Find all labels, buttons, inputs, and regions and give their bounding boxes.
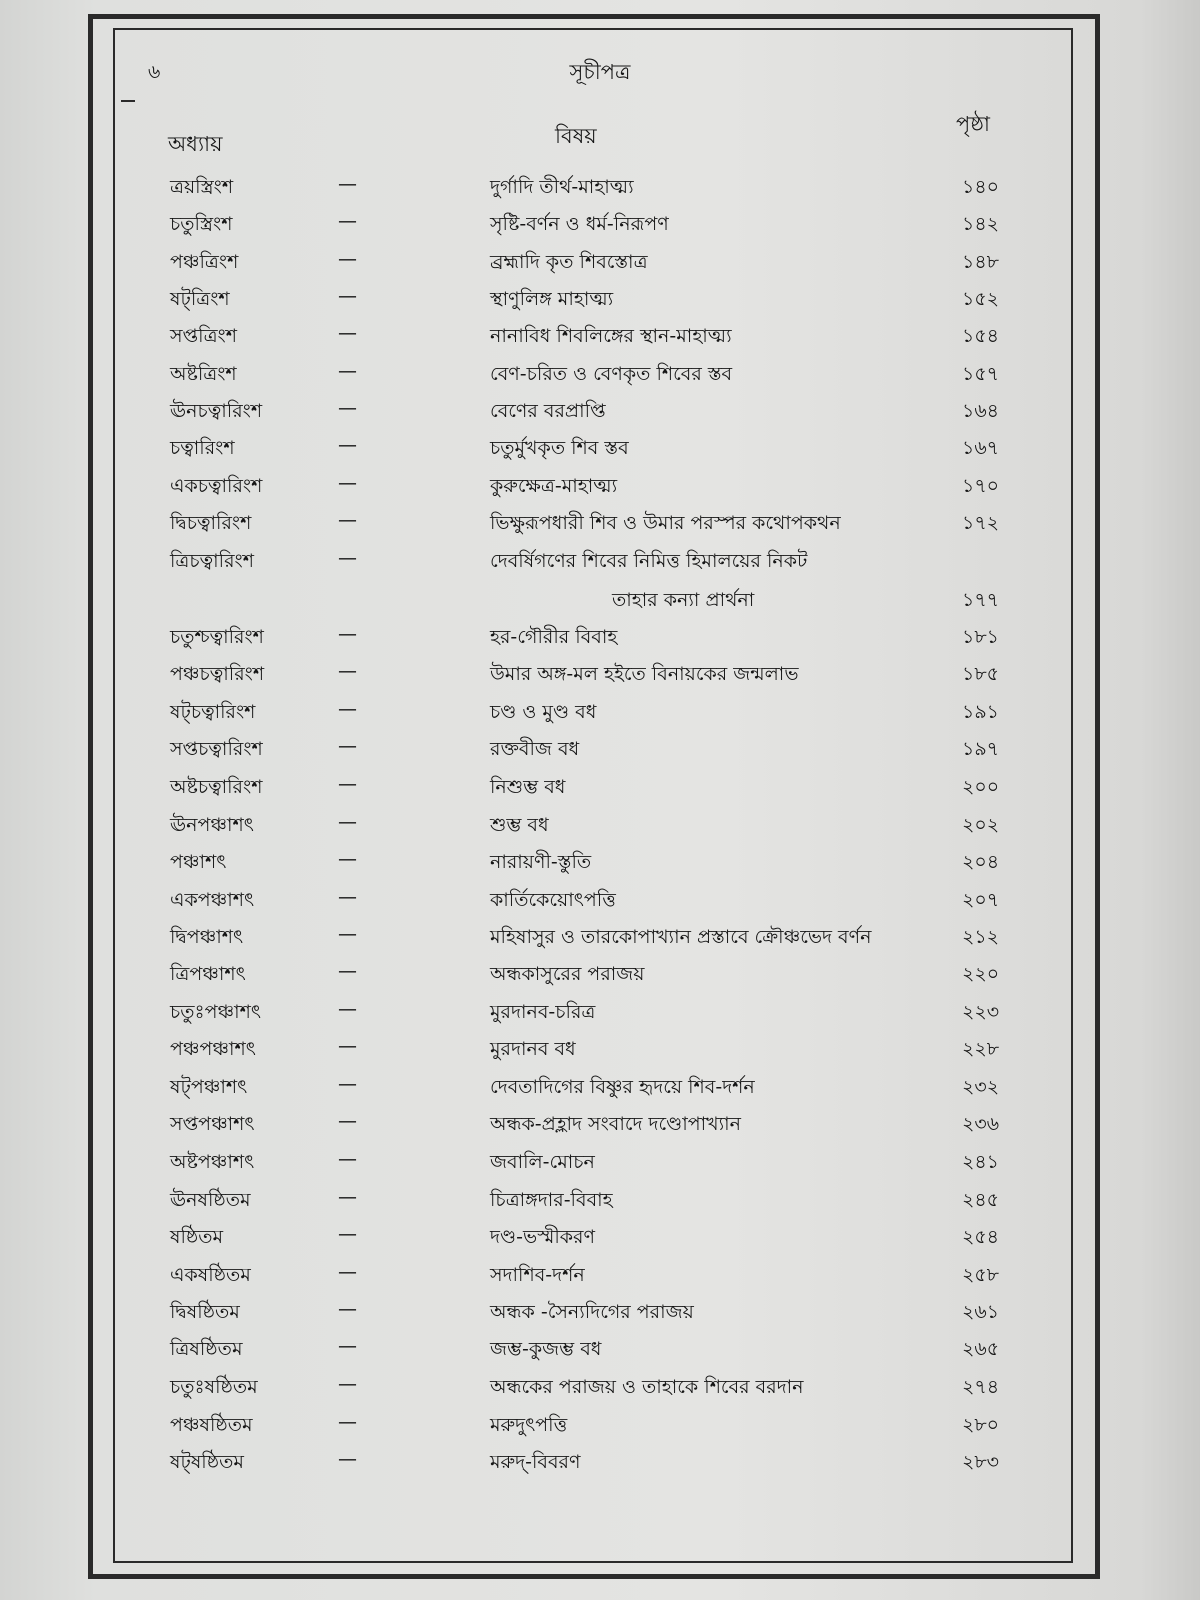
- dash-separator: —: [338, 173, 357, 195]
- page-ref: ১৯৭: [962, 738, 1000, 760]
- subject-title: কার্তিকেয়োৎপত্তি: [490, 889, 616, 911]
- subject-title: হর-গৌরীর বিবাহ: [490, 626, 618, 648]
- chapter-name: ষট্‌পঞ্চাশৎ: [170, 1076, 248, 1098]
- chapter-name: দ্বিপঞ্চাশৎ: [170, 926, 244, 948]
- page-ref: ২৩৬: [962, 1113, 1000, 1135]
- toc-row: [0, 923, 1200, 955]
- subject-title: তাহার কন্যা প্রার্থনা: [612, 589, 755, 611]
- column-header-page: পৃষ্ঠা: [956, 112, 991, 136]
- chapter-name: পঞ্চত্রিংশ: [170, 251, 239, 273]
- toc-row: [0, 811, 1200, 843]
- page-ref: ১৮১: [962, 626, 999, 648]
- page-ref: ২৮৩: [962, 1451, 1000, 1473]
- column-header-subject: বিষয়: [555, 124, 597, 148]
- subject-title: দণ্ড-ভস্মীকরণ: [490, 1226, 595, 1248]
- chapter-name: পঞ্চচত্বারিংশ: [170, 663, 265, 685]
- dash-separator: —: [338, 1261, 357, 1283]
- subject-title: ভিক্ষুরূপধারী শিব ও উমার পরস্পর কথোপকথন: [490, 512, 841, 534]
- chapter-name: একপঞ্চাশৎ: [170, 889, 255, 911]
- toc-row: [0, 1035, 1200, 1067]
- page-ref: ১৭০: [962, 475, 1000, 497]
- dash-separator: —: [338, 1298, 357, 1320]
- subject-title: বেণের বরপ্রাপ্তি: [490, 400, 606, 422]
- chapter-name: ত্রিপঞ্চাশৎ: [170, 963, 246, 985]
- dash-separator: —: [338, 285, 357, 307]
- toc-row: [0, 998, 1200, 1030]
- toc-row: [0, 472, 1200, 504]
- page-ref: ১৭২: [962, 512, 1000, 534]
- subject-title: অন্ধকের পরাজয় ও তাহাকে শিবের বরদান: [490, 1376, 804, 1398]
- chapter-name: ষষ্ঠিতম: [170, 1226, 224, 1248]
- toc-row: [0, 509, 1200, 541]
- chapter-name: একষষ্ঠিতম: [170, 1264, 251, 1286]
- page-ref: ২০২: [962, 814, 1000, 836]
- chapter-name: অষ্টত্রিংশ: [170, 363, 237, 385]
- dash-separator: —: [338, 698, 357, 720]
- page-ref: ১৪০: [962, 176, 1000, 198]
- chapter-name: চতুশ্চত্বারিংশ: [170, 626, 264, 648]
- dash-separator: —: [338, 623, 357, 645]
- dash-separator: —: [338, 735, 357, 757]
- subject-title: মহিষাসুর ও তারকোপাখ্যান প্রস্তাবে ক্রৌঞ্চভেদ বর্ণন: [490, 926, 872, 948]
- chapter-name: একচত্বারিংশ: [170, 475, 263, 497]
- subject-title: জম্ভ-কুজম্ভ বধ: [490, 1338, 602, 1360]
- toc-row: [0, 773, 1200, 805]
- toc-row: [0, 547, 1200, 579]
- page-title: সূচীপত্র: [569, 60, 631, 84]
- subject-title: সৃষ্টি-বর্ণন ও ধর্ম-নিরূপণ: [490, 213, 669, 235]
- chapter-name: ষট্‌ত্রিংশ: [170, 288, 230, 310]
- chapter-name: ত্রিচত্বারিংশ: [170, 550, 254, 572]
- toc-row: [0, 360, 1200, 392]
- dash-separator: —: [338, 886, 357, 908]
- toc-row: [0, 434, 1200, 466]
- dash-separator: —: [338, 472, 357, 494]
- subject-title: জবালি-মোচন: [490, 1151, 595, 1173]
- dash-separator: —: [338, 509, 357, 531]
- subject-title: অন্ধক-প্রহ্লাদ সংবাদে দণ্ডোপাখ্যান: [490, 1113, 742, 1135]
- page-ref: ২৬১: [962, 1301, 1000, 1323]
- dash-separator: —: [338, 1035, 357, 1057]
- dash-separator: —: [338, 1148, 357, 1170]
- subject-title: সদাশিব-দর্শন: [490, 1264, 585, 1286]
- page-ref: ২২৮: [962, 1038, 1000, 1060]
- chapter-name: চতুঃষষ্ঠিতম: [170, 1376, 258, 1398]
- subject-title: মুরদানব বধ: [490, 1038, 576, 1060]
- dash-separator: —: [338, 923, 357, 945]
- dash-separator: —: [338, 1448, 357, 1470]
- page-ref: ২৩২: [962, 1076, 1000, 1098]
- dash-separator: —: [338, 397, 357, 419]
- toc-row: [0, 1223, 1200, 1255]
- toc-row: [0, 397, 1200, 429]
- chapter-name: ষট্‌চত্বারিংশ: [170, 701, 256, 723]
- page-ref: ২২৩: [962, 1001, 1000, 1023]
- chapter-name: চতুঃপঞ্চাশৎ: [170, 1001, 262, 1023]
- toc-row: [0, 960, 1200, 992]
- subject-title: নানাবিধ শিবলিঙ্গের স্থান-মাহাত্ম্য: [490, 325, 732, 347]
- chapter-name: ত্রয়স্ত্রিংশ: [170, 176, 234, 198]
- chapter-name: পঞ্চাশৎ: [170, 851, 227, 873]
- toc-row: [0, 1148, 1200, 1180]
- page-ref: ১৬৪: [962, 400, 1000, 422]
- dash-separator: —: [338, 547, 357, 569]
- subject-title: স্থাণুলিঙ্গ মাহাত্ম্য: [490, 288, 614, 310]
- dash-separator: —: [338, 434, 357, 456]
- chapter-name: অষ্টপঞ্চাশৎ: [170, 1151, 255, 1173]
- page-ref: ২২০: [962, 963, 1000, 985]
- toc-row: [0, 1186, 1200, 1218]
- subject-title: শুম্ভ বধ: [490, 814, 549, 836]
- subject-title: উমার অঙ্গ-মল হইতে বিনায়কের জন্মলাভ: [490, 663, 799, 685]
- toc-row: [0, 1298, 1200, 1330]
- dash-separator: —: [338, 1110, 357, 1132]
- page-number: ৬: [148, 61, 161, 83]
- subject-title: ব্রহ্মাদি কৃত শিবস্তোত্র: [490, 251, 648, 273]
- toc-row: [0, 1073, 1200, 1105]
- subject-title: চতুর্মুখকৃত শিব স্তব: [490, 437, 629, 459]
- page-ref: ২৬৫: [962, 1338, 1000, 1360]
- chapter-name: ষট্‌ষষ্ঠিতম: [170, 1451, 244, 1473]
- subject-title: দেবতাদিগের বিষ্ণুর হৃদয়ে শিব-দর্শন: [490, 1076, 755, 1098]
- subject-title: চণ্ড ও মুণ্ড বধ: [490, 701, 597, 723]
- chapter-name: চত্বারিংশ: [170, 437, 235, 459]
- dash-separator: —: [338, 248, 357, 270]
- toc-row: [0, 210, 1200, 242]
- toc-row: [0, 1110, 1200, 1142]
- page-ref: ১৬৭: [962, 437, 1000, 459]
- page-ref: ১৫৭: [962, 363, 1000, 385]
- dash-separator: —: [338, 848, 357, 870]
- toc-row: [0, 1261, 1200, 1293]
- page-ref: ২০০: [962, 776, 1000, 798]
- page-ref: ২৫৮: [962, 1264, 1000, 1286]
- toc-row: [0, 1335, 1200, 1367]
- chapter-name: সপ্তত্রিংশ: [170, 325, 237, 347]
- toc-row: [0, 886, 1200, 918]
- dash-separator: —: [338, 210, 357, 232]
- chapter-name: ঊনপঞ্চাশৎ: [170, 814, 254, 836]
- page-ref: ১৫২: [962, 288, 1000, 310]
- chapter-name: অষ্টচত্বারিংশ: [170, 776, 263, 798]
- dash-separator: —: [338, 1073, 357, 1095]
- dash-separator: —: [338, 960, 357, 982]
- chapter-name: দ্বিষষ্ঠিতম: [170, 1301, 240, 1323]
- page-ref: ১৯১: [962, 701, 999, 723]
- toc-row: [0, 698, 1200, 730]
- page-ref: ১৭৭: [962, 589, 1000, 611]
- subject-title: মুরদানব-চরিত্র: [490, 1001, 596, 1023]
- toc-row: [0, 735, 1200, 767]
- subject-title: নারায়ণী-স্তুতি: [490, 851, 592, 873]
- chapter-name: পঞ্চপঞ্চাশৎ: [170, 1038, 256, 1060]
- subject-title: মরুদ্‌-বিবরণ: [490, 1451, 581, 1473]
- dash-separator: —: [338, 660, 357, 682]
- dash-separator: —: [338, 1373, 357, 1395]
- chapter-name: ঊনচত্বারিংশ: [170, 400, 263, 422]
- page-ref: ২০৪: [962, 851, 1000, 873]
- dash-separator: —: [338, 1186, 357, 1208]
- chapter-name: দ্বিচত্বারিংশ: [170, 512, 252, 534]
- toc-row: [0, 173, 1200, 205]
- chapter-name: চতুস্ত্রিংশ: [170, 213, 233, 235]
- chapter-name: সপ্তপঞ্চাশৎ: [170, 1113, 255, 1135]
- subject-title: দুর্গাদি তীর্থ-মাহাত্ম্য: [490, 176, 634, 198]
- subject-title: রক্তবীজ বধ: [490, 738, 580, 760]
- dash-separator: —: [338, 773, 357, 795]
- page-ref: ২৭৪: [962, 1376, 1000, 1398]
- chapter-name: সপ্তচত্বারিংশ: [170, 738, 263, 760]
- dash-separator: —: [338, 811, 357, 833]
- subject-title: মরুদুৎপত্তি: [490, 1414, 568, 1436]
- dash-separator: —: [338, 1223, 357, 1245]
- page-ref: ২৪৫: [962, 1189, 1000, 1211]
- page-ref: ১৮৫: [962, 663, 999, 685]
- subject-title: অন্ধক -সৈন্যদিগের পরাজয়: [490, 1301, 694, 1323]
- page-ref: ১৪৮: [962, 251, 999, 273]
- toc-row: [0, 322, 1200, 354]
- dash-separator: —: [338, 998, 357, 1020]
- toc-row: [0, 1448, 1200, 1480]
- page-ref: ২৪১: [962, 1151, 1000, 1173]
- toc-row: [0, 623, 1200, 655]
- dash-separator: —: [338, 322, 357, 344]
- toc-row: [0, 848, 1200, 880]
- dash-separator: —: [338, 1411, 357, 1433]
- subject-title: অন্ধকাসুরের পরাজয়: [490, 963, 645, 985]
- page-ref: ২৮০: [962, 1414, 1000, 1436]
- chapter-name: ঊনষষ্ঠিতম: [170, 1189, 251, 1211]
- subject-title: বেণ-চরিত ও বেণকৃত শিবের স্তব: [490, 363, 733, 385]
- toc-row: [0, 1373, 1200, 1405]
- column-header-chapter: অধ্যায়: [168, 132, 223, 156]
- chapter-name: ত্রিষষ্ঠিতম: [170, 1338, 243, 1360]
- toc-row: [0, 285, 1200, 317]
- page-ref: ১৪২: [962, 213, 1000, 235]
- toc-row: [0, 660, 1200, 692]
- toc-row: [0, 586, 1200, 618]
- page-ref: ২০৭: [962, 889, 1000, 911]
- dash-separator: —: [338, 360, 357, 382]
- page-ref: ২৫৪: [962, 1226, 1000, 1248]
- dash-separator: —: [338, 1335, 357, 1357]
- toc-row: [0, 1411, 1200, 1443]
- toc-row: [0, 248, 1200, 280]
- subject-title: চিত্রাঙ্গদার-বিবাহ: [490, 1189, 613, 1211]
- page-ref: ২১২: [962, 926, 1000, 948]
- subject-title: নিশুম্ভ বধ: [490, 776, 566, 798]
- subject-title: দেবর্ষিগণের শিবের নিমিত্ত হিমালয়ের নিকট: [490, 550, 808, 572]
- page-ref: ১৫৪: [962, 325, 999, 347]
- chapter-name: পঞ্চষষ্ঠিতম: [170, 1414, 253, 1436]
- subject-title: কুরুক্ষেত্র-মাহাত্ম্য: [490, 475, 618, 497]
